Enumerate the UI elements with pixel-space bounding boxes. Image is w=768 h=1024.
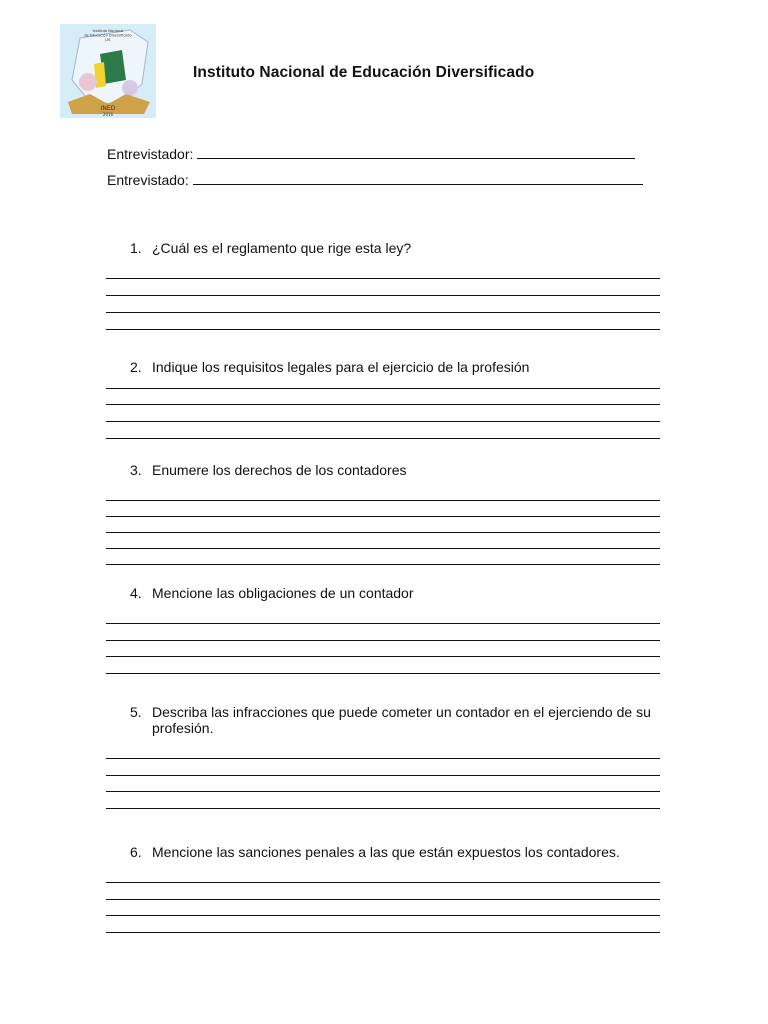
page-title: Instituto Nacional de Educación Diversificado (193, 64, 535, 81)
answer-line[interactable] (106, 404, 660, 405)
question-text: Mencione las sanciones penales a las que están expuestos los contadores. (152, 844, 620, 860)
svg-text:de Educación Diversificado: de Educación Diversificado (84, 33, 132, 38)
institute-logo (60, 24, 156, 118)
question-text: Indique los requisitos legales para el ejercicio de la profesión (152, 359, 530, 375)
answer-line[interactable] (106, 312, 660, 313)
question-number: 2. (130, 359, 142, 375)
svg-text:J.M.: J.M. (104, 38, 112, 42)
answer-line[interactable] (106, 932, 660, 933)
question-number: 4. (130, 585, 142, 601)
answer-line[interactable] (106, 673, 660, 674)
answer-line[interactable] (106, 758, 660, 759)
question-number: 1. (130, 240, 142, 256)
answer-line[interactable] (106, 623, 660, 624)
question-number: 6. (130, 844, 142, 860)
answer-line[interactable] (106, 564, 660, 565)
answer-line[interactable] (106, 548, 660, 549)
question-text: Describa las infracciones que puede cometer un contador en el ejerciendo de su profesión. (152, 704, 651, 736)
answer-line[interactable] (106, 278, 660, 279)
answer-line[interactable] (106, 421, 660, 422)
answer-line[interactable] (106, 329, 660, 330)
answer-line[interactable] (106, 656, 660, 657)
interviewer-label: Entrevistador: (107, 146, 194, 162)
svg-text:INED: INED (100, 105, 116, 112)
answer-line[interactable] (106, 500, 660, 501)
svg-text:2016: 2016 (102, 112, 114, 117)
answer-line[interactable] (106, 808, 660, 809)
answer-line[interactable] (106, 915, 660, 916)
interviewee-field (107, 171, 643, 188)
interviewer-field (107, 145, 635, 162)
interviewee-label: Entrevistado: (107, 172, 189, 188)
answer-line[interactable] (106, 295, 660, 296)
svg-text:Instituto Nacional: Instituto Nacional (92, 29, 124, 33)
answer-line[interactable] (106, 640, 660, 641)
question-number: 5. (130, 704, 142, 720)
answer-line[interactable] (106, 882, 660, 883)
logo-emblem-icon (60, 24, 156, 118)
interviewee-blank[interactable] (193, 171, 643, 185)
question-text: Enumere los derechos de los contadores (152, 462, 407, 478)
answer-line[interactable] (106, 438, 660, 439)
answer-line[interactable] (106, 532, 660, 533)
answer-line[interactable] (106, 775, 660, 776)
answer-line[interactable] (106, 791, 660, 792)
question-text: ¿Cuál es el reglamento que rige esta ley? (152, 240, 412, 256)
question-number: 3. (130, 462, 142, 478)
question-text: Mencione las obligaciones de un contador (152, 585, 414, 601)
answer-line[interactable] (106, 516, 660, 517)
answer-line[interactable] (106, 899, 660, 900)
interviewer-blank[interactable] (197, 145, 635, 159)
answer-line[interactable] (106, 388, 660, 389)
